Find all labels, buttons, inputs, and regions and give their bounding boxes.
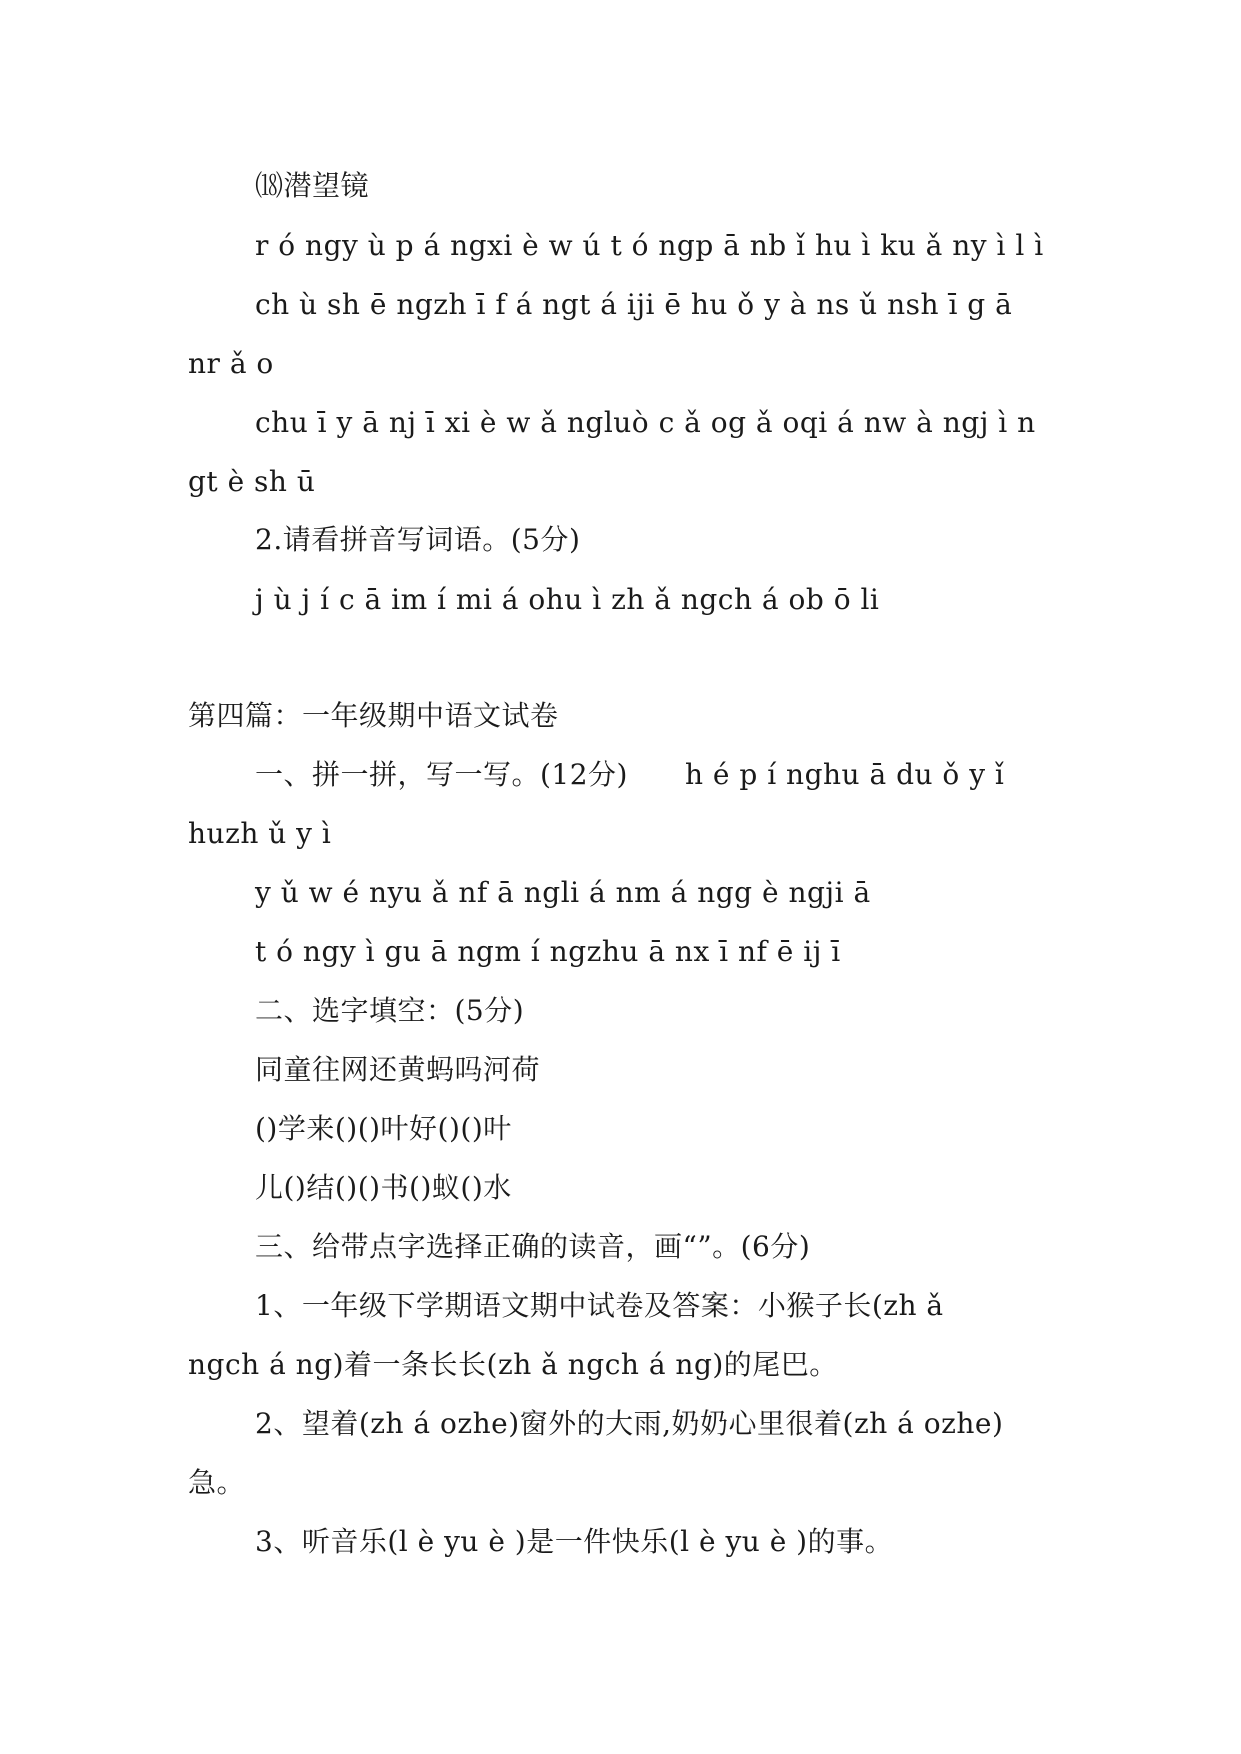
part-3-heading: 三、给带点字选择正确的读音，画“”。(6分) [255, 1230, 811, 1263]
pinyin-line-4: j ù j í c ā im í mi á ohu ì zh ǎ ngch á ob ō li [255, 583, 880, 616]
pinyin-line-5: y ǔ w é nyu ǎ nf ā ngli á nm á ngg è ngji ā [255, 876, 871, 909]
pinyin-line-2: ch ù sh ē ngzh ī f á ngt á iji ē hu ǒ y à ns ǔ nsh ī g ā [255, 288, 1013, 321]
sentence-3: 3、听音乐(l è yu è )是一件快乐(l è yu è )的事。 [255, 1525, 894, 1558]
pinyin-line-3: chu ī y ā nj ī xi è w ǎ ngluò c ǎ og ǎ oqi á nw à ngj ì n [255, 406, 1036, 439]
part-2-heading: 二、选字填空：(5分) [255, 994, 525, 1027]
pinyin-line-3-wrap: gt è sh ū [188, 465, 316, 498]
fill-blank-line-1: ()学来()()叶好()()叶 [255, 1112, 512, 1145]
pinyin-line-2-wrap: nr ǎ o [188, 347, 274, 380]
fill-blank-line-2: 儿()结()()书()蚁()水 [255, 1171, 512, 1204]
pinyin-line-6: t ó ngy ì gu ā ngm í ngzhu ā nx ī nf ē ij ī [255, 935, 841, 968]
sentence-1-wrap: ngch á ng)着一条长长(zh ǎ ngch á ng)的尾巴。 [188, 1348, 838, 1381]
question-2-heading: 2.请看拼音写词语。(5分) [255, 523, 581, 556]
item-18-title: ⒅潜望镜 [255, 169, 370, 202]
sentence-2: 2、望着(zh á ozhe)窗外的大雨,奶奶心里很着(zh á ozhe) [255, 1407, 1004, 1440]
part-1-wrap: huzh ǔ y ì [188, 817, 332, 850]
section-4-title: 第四篇：一年级期中语文试卷 [188, 699, 559, 732]
sentence-1: 1、一年级下学期语文期中试卷及答案：小猴子长(zh ǎ [255, 1289, 944, 1322]
char-options: 同童往网还黄蚂吗河荷 [255, 1053, 541, 1086]
sentence-2-wrap: 急。 [188, 1466, 246, 1499]
part-1-heading: 一、拼一拼，写一写。(12分) h é p í nghu ā du ǒ y ǐ [255, 758, 1005, 791]
pinyin-line-1: r ó ngy ù p á ngxi è w ú t ó ngp ā nb ǐ hu ì ku ǎ ny ì l ì [255, 229, 1044, 262]
